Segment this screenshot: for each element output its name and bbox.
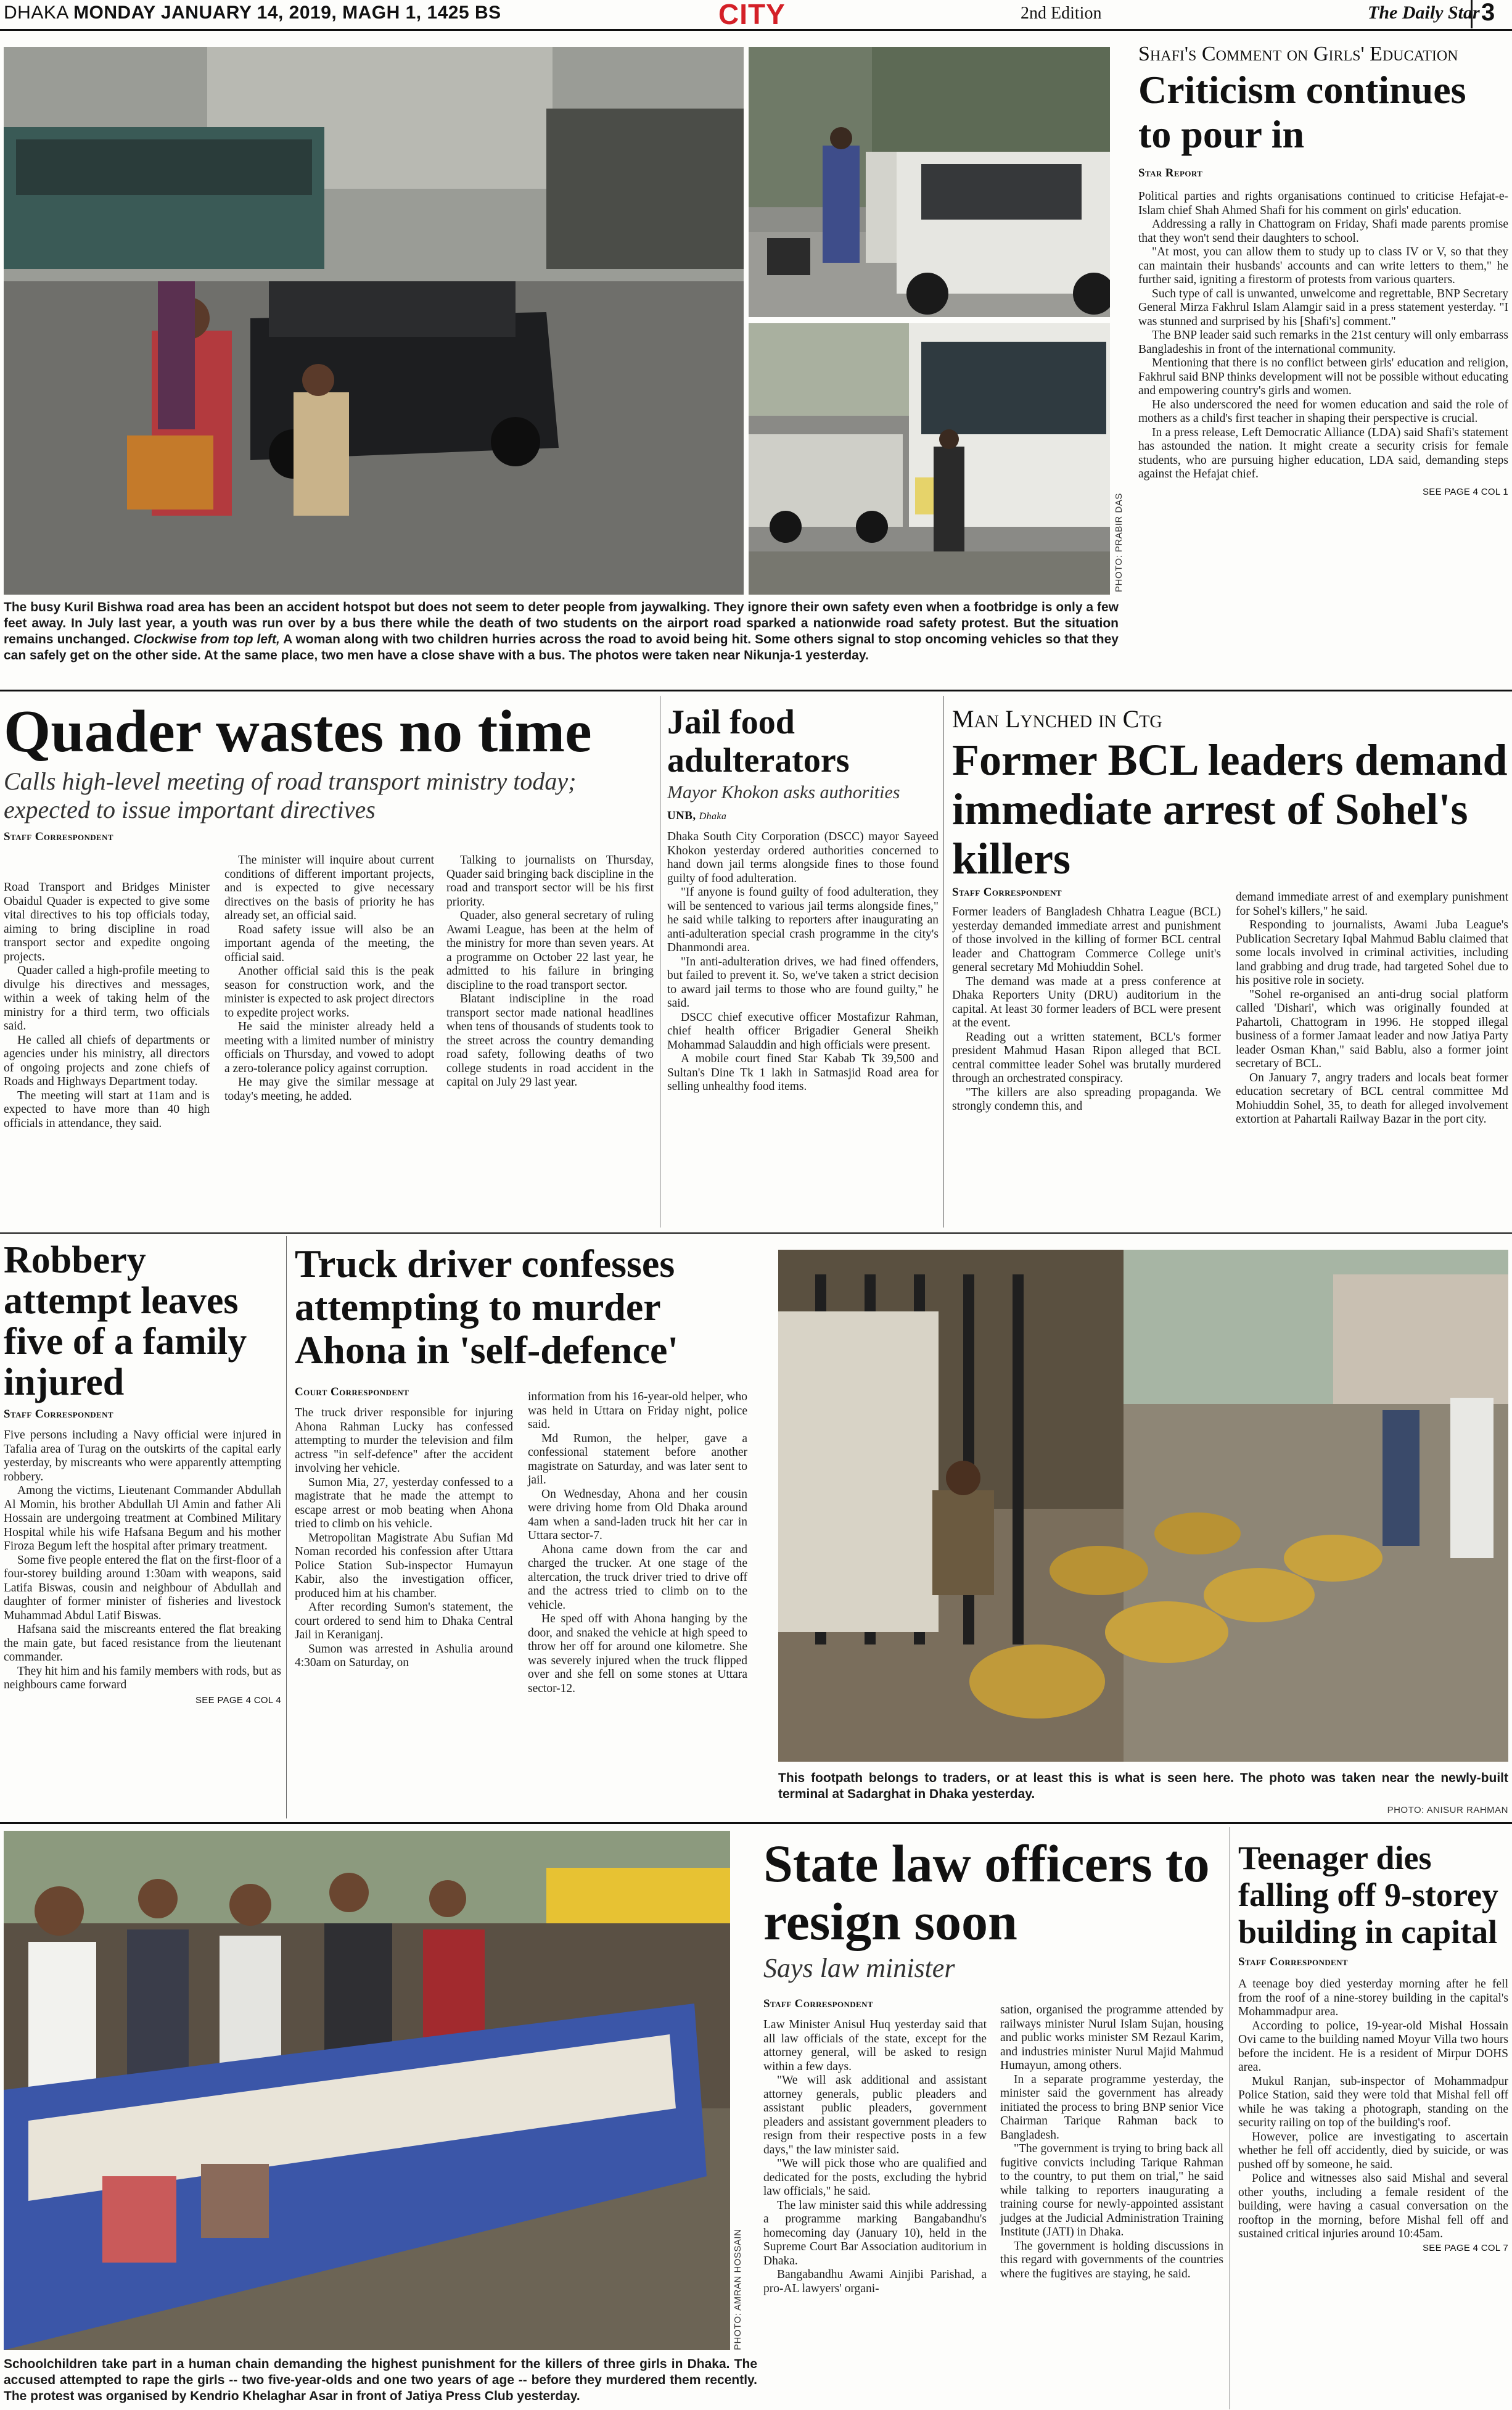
story-body — [1138, 190, 1508, 482]
byline-agency: UNB, — [667, 809, 696, 822]
paragraph: Road safety issue will also be an important agenda of the meeting, the official said. — [224, 923, 434, 964]
story-byline: Court Correspondent — [295, 1385, 409, 1398]
byline-place: Dhaka — [699, 811, 727, 822]
paragraph: Sumon was arrested in Ashulia around 4:30am on Saturday, on — [295, 1642, 513, 1669]
paragraph: Former leaders of Bangladesh Chhatra League (BCL) yesterday demanded immediate arrest and punishment of those involved in the killing of former BCL central leader and Chattogram Commerce College unit's general secretary Md Mohiuddin Sohel. — [952, 906, 1221, 974]
story-byline: Staff Correspondent — [1238, 1955, 1348, 1968]
paragraph: The demand was made at a press conference at Dhaka Reporters Unity (DRU) auditorium in the capital. At least 30 former leaders of BCL were present at the event. — [952, 975, 1221, 1030]
paragraph: "We will pick those who are qualified and dedicated for the posts, excluding the hybrid law officials," he said. — [763, 2157, 987, 2198]
paragraph: The law minister said this while addressing a programme marking Bangabandhu's homecoming day (January 10), held in the Supreme Court Bar Association auditorium in Dhaka. — [763, 2198, 987, 2268]
story-headline: Former BCL leaders demand immediate arrest of Sohel's killers — [952, 735, 1508, 883]
paragraph: "If anyone is found guilty of food adulteration, they will be sentenced to various jail terms alongside fines," he said while talking to reporters after inaugurating an anti-adulteration special crash programme in the city's Dhanmondi area. — [667, 886, 939, 954]
paragraph: Another official said this is the peak season for construction work, and the minister is expected to ask project directors to expedite project works. — [224, 965, 434, 1020]
caption-text-2: A woman along with two children hurries across the road to avoid being hit. Some others signal to stop oncoming vehicles so that they can safely get on the other side. At the same place, two men have a close shave with a bus. The photos were taken near Nikunja-1 yesterday. — [4, 632, 1119, 662]
story-subhead: Calls high-level meeting of road transport ministry today; expected to issue important directives — [4, 767, 577, 823]
story-byline: Star Report — [1138, 167, 1203, 180]
continued-link[interactable]: SEE PAGE 4 COL 1 — [1422, 486, 1508, 497]
paragraph: A teenage boy died yesterday morning after he fell from the roof of a nine-storey building in the capital's Mohammadpur area. — [1238, 1978, 1508, 2018]
divider — [0, 1822, 1512, 1824]
paragraph: However, police are investigating to ascertain whether he fell off accidently, died by suicide, or was pushed off by someone, he said. — [1238, 2130, 1508, 2171]
story-subhead: Mayor Khokon asks authorities — [667, 782, 900, 803]
dateline-bangla-date: MAGH 1, 1425 BS — [342, 2, 501, 23]
divider — [0, 690, 1512, 691]
photo-woman-children-crossing — [4, 47, 744, 595]
story-law-byline-wrap — [763, 1997, 998, 2016]
paragraph: information from his 16-year-old helper, who was held in Uttara on Friday night, police said. — [528, 1390, 747, 1431]
story-headline: Truck driver confesses attempting to murder Ahona in 'self-defence' — [295, 1242, 679, 1372]
story-headline: Criticism continues to pour in — [1138, 68, 1466, 156]
top-photo-caption — [4, 600, 1119, 680]
edition-label: 2nd Edition — [1021, 4, 1102, 23]
paragraph: Metropolitan Magistrate Abu Sufian Md Noman recorded his confession after Uttara Police Station Sub-inspector Humayun Kabir, also the investigation officer, produced him at his chamber. — [295, 1531, 513, 1600]
photo-men-close-shave-bus — [749, 323, 1110, 595]
paragraph: Blatant indiscipline in the road transport sector made national headlines when tens of thousands of students took to the street across the country demanding road safety, following deaths of two college students in road accident in the capital on July 29 last year. — [446, 992, 654, 1089]
paragraph: He said the minister already held a meeting with a limited number of ministry officials on Thursday, and vowed to adopt a zero-tolerance policy against corruption. — [224, 1020, 434, 1075]
story-bcl — [952, 706, 1508, 903]
paragraph: They hit him and his family members with rods, but as neighbours came forward — [4, 1664, 281, 1691]
paragraph: "We will ask additional and assistant attorney generals, public pleaders and assistant public pleaders, government pleaders and assistant government pleaders to resign from their respective posts in a few days," the law minister said. — [763, 2074, 987, 2156]
paragraph: Mentioning that there is no conflict between girls' education and religion, Fakhrul said BNP thinks development will not be possible without educating and empowering country's girls and women. — [1138, 357, 1508, 397]
paragraph: "In anti-adulteration drives, we had fined offenders, but failed to prevent it. So, we've taken a strict decision to award jail terms to those who are found guilty," he said. — [667, 955, 939, 1010]
law-column-2 — [1000, 2004, 1223, 2409]
paragraph: Road Transport and Bridges Minister Obaidul Quader is expected to give some vital directives to his top officials today, aiming to bring discipline in road transport sector and expedite ongoing projects. — [4, 881, 210, 964]
story-body — [4, 1429, 281, 1693]
story-byline: Staff Correspondent — [763, 1997, 873, 2010]
paragraph: The minister will inquire about current conditions of different important projects, and is expected to give necessary directives on the basis of priority he has already set, an official said. — [224, 854, 434, 922]
paragraph: He may give the similar message at today's meeting, he added. — [224, 1076, 434, 1103]
photo-people-signal-vehicles — [749, 47, 1110, 317]
law-column-1 — [763, 2018, 987, 2409]
paragraph: "Sohel re-organised an anti-drug social platform called 'Dishari', which was originally founded at Pahartoli, Chattogram in 1996. He stopped illegal business of a former Jamaat leader and now Jatiya Party leader Osman Khan," said Bablu, also a former joint secretary of BCL. — [1236, 988, 1508, 1070]
paragraph: Police and witnesses also said Mishal and several other youths, including a female resident of the building, were having a casual conversation on the rooftop in the morning, before Mishal fell off and sustained critical injuries around 10:45am. — [1238, 2172, 1508, 2240]
paragraph: Quader called a high-profile meeting to divulge his directives and messages, within a week of taking helm of the ministry for a third term, two officials said. — [4, 964, 210, 1033]
paragraph: On Wednesday, Ahona and her cousin were driving home from Old Dhaka around 4am when a sand-laden truck hit her car in Uttara sector-7. — [528, 1487, 747, 1542]
newspaper-logo: The Daily Star — [1368, 2, 1480, 23]
paragraph: Dhaka South City Corporation (DSCC) mayor Sayeed Khokon yesterday ordered authorities concerned to hand down jail terms alongside fines to those found guilty of food adulteration. — [667, 830, 939, 885]
story-teenager — [1238, 1839, 1508, 2409]
story-byline: Staff Correspondent — [4, 1408, 113, 1421]
paragraph: Such type of call is unwanted, unwelcome and regrettable, BNP Secretary General Mirza Fakhrul Islam Alamgir said in a press statement yesterday. "I was stunned and surprised by his [Shafi's] comment." — [1138, 287, 1508, 328]
story-headline: Teenager dies falling off 9-storey building in capital — [1238, 1839, 1498, 1950]
paragraph: Sumon Mia, 27, yesterday confessed to a magistrate that he made the attempt to escape arrest or mob beating when Ahona tried to climb on his vehicle. — [295, 1475, 513, 1530]
story-jail-food — [667, 703, 939, 1228]
continued-link[interactable]: SEE PAGE 4 COL 7 — [1422, 2242, 1508, 2253]
caption-italic: Clockwise from top left, — [133, 632, 280, 646]
paragraph: After recording Sumon's statement, the court ordered to send him to Dhaka Central Jail in Keraniganj. — [295, 1601, 513, 1641]
story-robbery — [4, 1240, 281, 1820]
paragraph: sation, organised the programme attended by railways minister Nurul Islam Sujan, housing and public works minister SM Rezaul Karim, and industries minister Nurul Majid Mahmud Humayun, among others. — [1000, 2004, 1223, 2072]
masthead — [0, 0, 1512, 31]
story-subhead: Says law minister — [763, 1953, 955, 1983]
story-headline: State law officers to resign soon — [763, 1834, 1210, 1951]
paragraph: Talking to journalists on Thursday, Quader said bringing back discipline in the road and transport sector will be his first priority. — [446, 854, 654, 909]
photo-credit-prabir-das: PHOTO: PRABIR DAS — [1114, 493, 1124, 592]
page-number: 3 — [1471, 0, 1495, 28]
paragraph: Five persons including a Navy official were injured in Tafalia area of Turag on the outskirts of the capital early yesterday, by miscreants who were apparently attempting robbery. — [4, 1429, 281, 1484]
paragraph: He also underscored the need for women education and said the role of mothers as a child's first teacher in shaping their perspective is crucial. — [1138, 398, 1508, 425]
dateline — [4, 2, 501, 23]
photo-human-chain-schoolchildren — [4, 1831, 730, 2350]
market-photo-caption: This footpath belongs to traders, or at least this is what is seen here. The photo was taken near the newly-built terminal at Sadarghat in Dhaka yesterday. — [778, 1771, 1508, 1801]
paragraph: Ahona came down from the car and charged the trucker. At one stage of the altercation, the truck driver tried to drive off and the actress tried to climb on to the vehicle. — [528, 1543, 747, 1612]
photo-credit-amran-hossain: PHOTO: AMRAN HOSSAIN — [733, 2229, 743, 2350]
story-law-officers — [763, 1834, 1220, 2020]
bcl-column-1 — [952, 906, 1221, 1228]
paragraph: Bangabandhu Awami Ainjibi Parishad, a pro-AL lawyers' organi- — [763, 2268, 987, 2295]
paragraph: Md Rumon, the helper, gave a confessional statement before another magistrate on Saturday, and was later sent to jail. — [528, 1432, 747, 1487]
paragraph: In a press release, Left Democratic Alliance (LDA) said Shafi's statement has astounded the nation. It might create a security crisis for female students, who are pursuing higher education, LDA said, demanding steps against the Hefajat chief. — [1138, 426, 1508, 481]
divider — [0, 1232, 1512, 1234]
quader-column-3 — [446, 854, 654, 1224]
paragraph: DSCC chief executive officer Mostafizur Rahman, chief health officer Brigadier General Sheikh Mohammad Salauddin and high officials were present. — [667, 1010, 939, 1052]
story-bcl-byline-wrap — [952, 886, 1223, 904]
paragraph: Mukul Ranjan, sub-inspector of Mohammadpur Police Station, said they were told that Mishal fell off while he was taking a photograph, standing on the security railing on top of the building's roof. — [1238, 2074, 1508, 2129]
paragraph: According to police, 19-year-old Mishal Hossain Ovi came to the building named Moyur Villa two hours before the incident. He is a resident of Mirpur DOHS area. — [1238, 2019, 1508, 2074]
paragraph: "At most, you can allow them to study up to class IV or V, so that they can maintain their husbands' accounts and can write letters to them," he further said, igniting a firestorm of protests from various quarters. — [1138, 246, 1508, 286]
paragraph: The meeting will start at 11am and is expected to have more than 40 high officials in attendance, they said. — [4, 1089, 210, 1130]
story-shafi — [1138, 43, 1508, 685]
paragraph: Quader, also general secretary of ruling Awami League, has been at the helm of the ministry for more than seven years. At a programme on October 22 last year, he admitted to his failure in bringing discipline to the road transport sector. — [446, 909, 654, 992]
section-name: CITY — [718, 0, 786, 30]
story-body — [1238, 1978, 1508, 2242]
story-headline: Robbery attempt leaves five of a family injured — [4, 1239, 247, 1403]
story-byline: Staff Correspondent — [952, 886, 1062, 899]
truck-column-1 — [295, 1406, 513, 1820]
paragraph: Hafsana said the miscreants entered the flat breaking the main gate, but faced resistance from the lieutenant commander. — [4, 1623, 281, 1664]
story-body — [667, 830, 939, 1094]
paragraph: Addressing a rally in Chattogram on Friday, Shafi made parents promise that they won't send their daughters to school. — [1138, 218, 1508, 245]
paragraph: demand immediate arrest of and exemplary punishment for Sohel's killers," he said. — [1236, 891, 1508, 918]
dateline-city: DHAKA — [4, 2, 68, 23]
paragraph: Political parties and rights organisations continued to criticise Hefajat-e-Islam chief Shah Ahmed Shafi for his comment on girls' education. — [1138, 190, 1508, 217]
paragraph: Reading out a written statement, BCL's former president Mahmud Hasan Ripon alleged that BCL central committee leader Sohel was brutally murdered through an orchestrated conspiracy. — [952, 1030, 1221, 1085]
paragraph: A mobile court fined Star Kabab Tk 39,500 and Sultan's Dine Tk 1 lakh in Satmasjid Road area for selling unhealthy food items. — [667, 1052, 939, 1093]
paragraph: "The government is trying to bring back all fugitive convicts including Tarique Rahman to the country, to put them on trial," he said while talking to reporters inaugurating a training course for newly-appointed assistant judges at the Judicial Administration Training Institute (JATI) in Dhaka. — [1000, 2142, 1223, 2239]
paragraph: Responding to journalists, Awami Juba League's Publication Secretary Iqbal Mahmud Bablu claimed that some locals involved in criminal activities, including land grabbing and drug trade, had targeted Sohel due to his positive role in society. — [1236, 918, 1508, 987]
story-headline: Jail food adulterators — [667, 703, 850, 780]
paragraph: Law Minister Anisul Huq yesterday said that all law officials of the state, except for the attorney general, will be asked to resign within a few days. — [763, 2018, 987, 2073]
paragraph: He called all chiefs of departments or agencies under his ministry, all directors of ongoing projects and zone chiefs of Roads and Highways Department today. — [4, 1033, 210, 1088]
story-byline: Staff Correspondent — [4, 830, 113, 843]
paragraph: In a separate programme yesterday, the minister said the government has already initiated the process to bring BNP senior Vice Chairman Tarique Rahman back to Bangladesh. — [1000, 2073, 1223, 2142]
quader-column-1 — [4, 881, 210, 1226]
story-byline — [667, 809, 939, 823]
paragraph: The truck driver responsible for injuring Ahona Rahman Lucky has confessed attempting to murder the television and film actress "in self-defence" after the accident involving her vehicle. — [295, 1406, 513, 1475]
story-headline: Quader wastes no time — [4, 698, 592, 765]
paragraph: He sped off with Ahona hanging by the door, and snaked the vehicle at high speed to throw her off for around one kilometre. She was severely injured when the truck flipped over and she fell on some stones at Uttara sector-12. — [528, 1612, 747, 1695]
column-rule — [943, 696, 944, 1228]
paragraph: Some five people entered the flat on the first-floor of a four-storey building around 1:30am with weapons, said Latifa Biswas, cousin and neighbour of Abdullah and daughter of former minister of fisheries and livestock Muhammad Abdul Latif Biswas. — [4, 1553, 281, 1622]
paragraph: "The killers are also spreading propaganda. We strongly condemn this, and — [952, 1086, 1221, 1113]
photo-sadarghat-footpath-traders — [778, 1250, 1508, 1762]
truck-column-2 — [528, 1390, 747, 1820]
quader-column-2 — [224, 854, 434, 1224]
column-rule — [286, 1236, 287, 1818]
story-kicker: Man Lynched in Ctg — [952, 705, 1162, 733]
paragraph: The BNP leader said such remarks in the 21st century will only embarrass Bangladeshis in front of the international community. — [1138, 329, 1508, 356]
caption-text-1: The busy Kuril Bishwa road area has been an accident hotspot but does not seem to deter people from jaywalking. They ignore their own safety even when a footbridge is only a few feet away. In July last year, a youth was run over by a bus there while the death of two students on the airport road sparked a nationwide road safety protest. But the situation remains unchanged. — [4, 600, 1119, 646]
paragraph: Among the victims, Lieutenant Commander Abdullah Al Momin, his brother Abdullah Ul Amin and father Ali Hossain are undergoing treatment at Combined Military Hospital while his wife Hafsana Begum and his mother Firoza Begum left the hospital after primary treatment. — [4, 1484, 281, 1553]
chain-photo-caption: Schoolchildren take part in a human chain demanding the highest punishment for the killers of three girls in Dhaka. The accused attempted to rape the girls -- two five-year-olds and one two years of age -- before they murdered them recently. The protest was organised by Kendrio Khelaghar Asar in front of Jatiya Press Club yesterday. — [4, 2357, 757, 2403]
continued-link[interactable]: SEE PAGE 4 COL 4 — [195, 1694, 281, 1706]
story-truck — [295, 1242, 770, 1390]
photo-credit-anisur-rahman: PHOTO: ANISUR RAHMAN — [1387, 1805, 1508, 1815]
story-kicker: Shafi's Comment on Girls' Education — [1138, 43, 1458, 65]
bcl-column-2 — [1236, 891, 1508, 1228]
paragraph: The government is holding discussions in this regard with governments of the countries where the fugitives are staying, he said. — [1000, 2239, 1223, 2280]
story-truck-byline-wrap — [295, 1385, 504, 1404]
paragraph: On January 7, angry traders and locals beat former education secretary of BCL central committee Md Mohiuddin Sohel, 35, to death for alleged involvement extortion at Pahartali Railway Bazar in the port city. — [1236, 1071, 1508, 1126]
dateline-date: MONDAY JANUARY 14, 2019, — [73, 2, 337, 23]
